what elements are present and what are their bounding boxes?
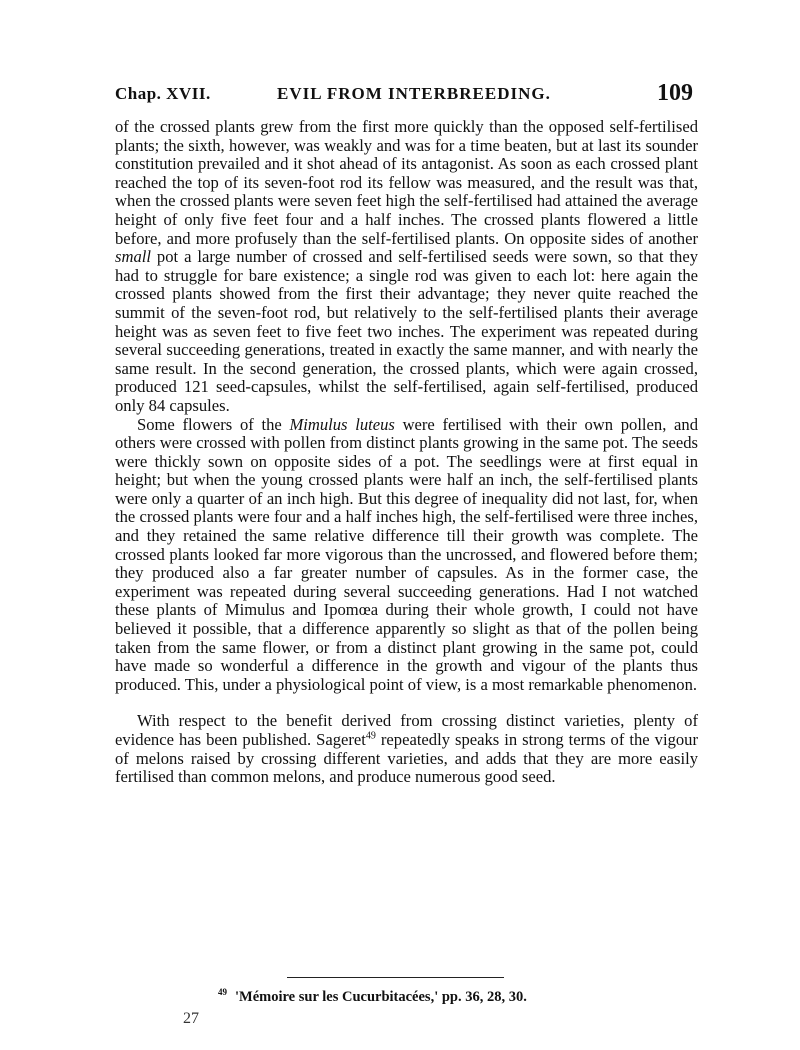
footnote [218,987,527,1006]
chapter-title: EVIL FROM INTERBREEDING. [277,84,551,103]
paragraph-2-text-cont: were fertilised with their own pollen, and others were crossed with pollen from distinct plants growing in the same pot. The seeds were thickly sown on opposite sides of a pot. The seedlings were at first equal in height; but when the young crossed plants were half an inch, the self-fertilised plants were only a quarter of an inch high. But this degree of inequality did not last, for, when the crossed plants were four and a half inches high, the self-fertilised were three inches, and they retained the same relative difference till their growth was complete. The crossed plants looked far more vigorous than the uncrossed, and flowered before them; they produced also a far greater number of capsules. As in the former case, the experiment was repeated during several succeeding generations. Had I not watched these plants of Mimulus and Ipomœa during their whole growth, I could not have believed it possible, that a difference apparently so slight as that of the pollen being taken from the same flower, or from a distinct plant growing in the same pot, could have made so wonderful a difference in the growth and vigour of the plants thus produced. This, under a physiological point of view, is a most remarkable phenomenon. [115,414,698,694]
paragraph-2-text: Some flowers of the [137,414,282,434]
italic-small: small [115,247,151,267]
paragraph-3-text-cont: repeatedly speaks in strong terms of the vigour of melons raised by crossing different varieties, and adds that they are more easily fertilised than common melons, and produce numerous good seed. [115,730,698,787]
printer-signature: 27 [183,1010,199,1027]
running-head [115,80,695,110]
paragraph-1 [115,118,698,416]
footnote-text: 'Mémoire sur les Cucurbitacées,' pp. 36, 28, 30. [235,988,527,1005]
paragraph-3 [115,712,698,786]
footnote-reference: 49 [365,730,376,742]
paragraph-2 [115,416,698,695]
paragraph-3-text: With respect to the benefit derived from crossing distinct varieties, plenty of evidence has been published. Sageret [115,711,698,749]
footnote-divider [287,977,504,978]
body-text [115,118,698,787]
paragraph-1-text: of the crossed plants grew from the first more quickly than the opposed self-fertilised plants; the sixth, however, was weakly and was for a time beaten, but at last its sounder constitution prevailed and it shot ahead of its antagonist. As soon as each crossed plant reached the top of its seven-foot rod its fellow was measured, and the result was that, when the crossed plants were seven feet high the self-fertilised had attained the average height of only five feet four and a half inches. The crossed plants flowered a little before, and more profusely than the self-fertilised plants. On opposite sides of another [115,117,698,248]
footnote-number: 49 [218,987,227,997]
paragraph-1-text-cont: pot a large number of crossed and self-fertilised seeds were sown, so that they had to struggle for bare existence; a single rod was given to each lot: here again the crossed plants showed from the first their advantage; they never quite reached the summit of the seven-foot rod, but relatively to the self-fertilised plants their average height was as seven feet to five feet two inches. The experiment was repeated during several succeeding generations, treated in exactly the same manner, and with nearly the same result. In the second generation, the crossed plants, which were again crossed, produced 121 seed-capsules, whilst the self-fertilised, again self-fertilised, produced only 84 capsules. [115,247,698,415]
page-number: 109 [657,80,693,106]
chapter-label: Chap. XVII. [115,84,211,103]
species-name: Mimulus luteus [289,414,395,434]
